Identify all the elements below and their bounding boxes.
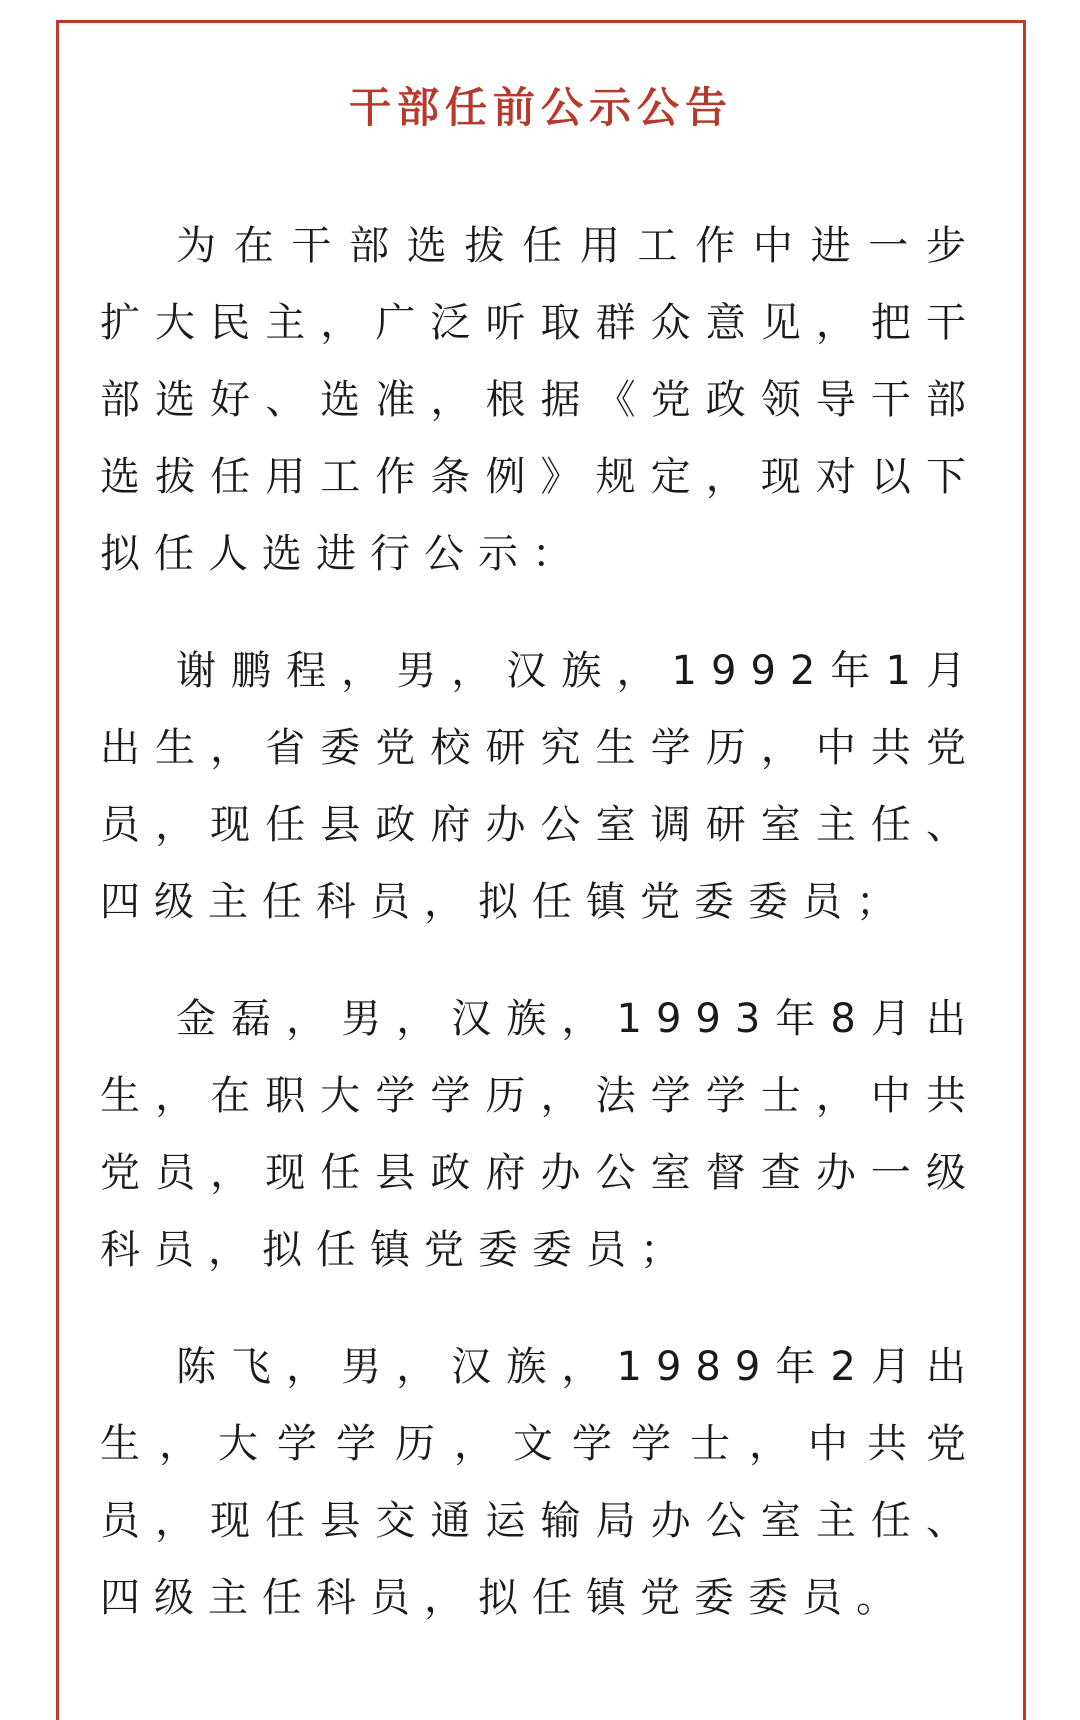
candidate-paragraph: 金磊，男，汉族，1993年8月出生，在职大学学历，法学学士，中共党员，现任县政府办公室督查办一级科员，拟任镇党委委员； [100,996,980,1273]
notice-body [100,208,980,1677]
notice-title: 干部任前公示公告 [348,83,733,132]
candidate-paragraph: 谢鹏程，男，汉族，1992年1月出生，省委党校研究生学历，中共党员，现任县政府办公室调研室主任、四级主任科员，拟任镇党委委员； [100,648,980,925]
intro-paragraph: 为在干部选拔任用工作中进一步扩大民主，广泛听取群众意见，把干部选好、选准，根据《党政领导干部选拔任用工作条例》规定，现对以下拟任人选进行公示： [100,223,980,577]
candidate-paragraph: 陈飞，男，汉族，1989年2月出生，大学学历，文学学士，中共党员，现任县交通运输局办公室主任、四级主任科员，拟任镇党委委员。 [100,1344,980,1621]
